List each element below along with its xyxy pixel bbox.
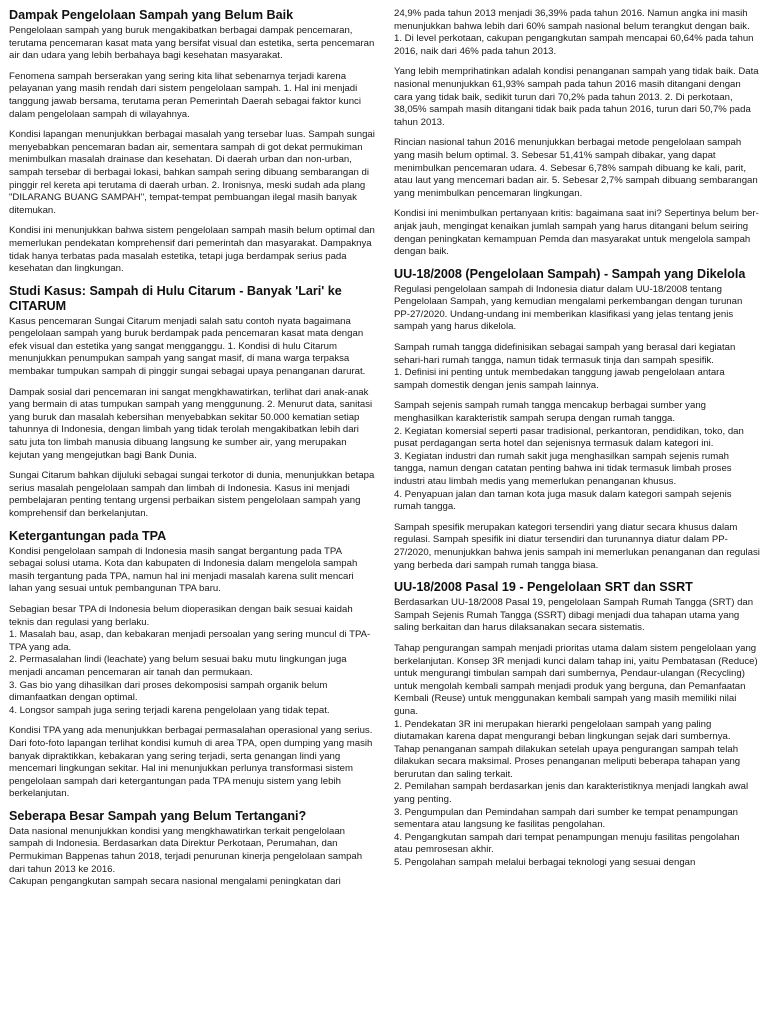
- section-heading-seberapa-besar: Seberapa Besar Sampah yang Belum Tertangani?: [9, 808, 307, 823]
- paragraph: Data nasional menunjukkan kondisi yang mengkhawatirkan terkait pengelolaan sampah di Indonesia. Berdasarkan data Direktur Perkotaan, Perumahan, dan Permukiman Bappenas tahun 2018, terjadi penurunan kinerja pengelolaan sampah dari tahun 2013 ke 2016. Cakupan pengangkutan sampah secara nasional mengalami peningkatan dari: [9, 825, 363, 888]
- paragraph: Regulasi pengelolaan sampah di Indonesia diatur dalam UU-18/2008 tentang Pengelolaan Sampah, yang kemudian mengalami perkembangan dengan turunan PP-27/2020. Undang-undang ini memberikan klasifikasi yang jelas tentang jenis sampah yang harus dikelola.: [394, 283, 743, 333]
- paragraph: Kondisi pengelolaan sampah di Indonesia masih sangat bergantung pada TPA sebagai solusi utama. Kota dan kabupaten di Indonesia dalam mengelola sampah masih tergantung pada TPA, namun hal ini menjadi masalah karena sulit mencari lahan yang sesuai untuk pembangunan TPA baru.: [9, 545, 358, 595]
- paragraph: Kondisi ini menimbulkan pertanyaan kritis: bagaimana saat ini? Sepertinya belum ber-anjak jauh, mengingat kenaikan jumlah sampah yang harus ditangani belum seiring dengan peningkatan kemampuan Pemda dan masyarakat untuk mengelola sampah dengan baik.: [394, 208, 759, 258]
- paragraph: Sampah sejenis sampah rumah tangga mencakup berbagai sumber yang menghasilkan karakteristik sampah serupa dengan rumah tangga. 2. Kegiatan komersial seperti pasar tradisional, perkantoran, pendidikan, toko, dan pusat perdagangan serta hotel dan sejenisnya termasuk dalam kategori ini. 3. Kegiatan industri dan rumah sakit juga menghasilkan sampah sejenis rumah tangga, namun dengan catatan penting bahwa ini tidak termasuk limbah proses industri atau limbah medis yang memerlukan penanganan khusus. 4. Penyapuan jalan dan taman kota juga masuk dalam kategori sampah sejenis rumah tangga.: [394, 400, 744, 513]
- paragraph: Sampah rumah tangga didefinisikan sebagai sampah yang berasal dari kegiatan sehari-hari rumah tangga, namun tidak termasuk tinja dan sampah spesifik. 1. Definisi ini penting untuk membedakan tanggung jawab pengelolaan antara sampah domestik dengan jenis sampah lainnya.: [394, 342, 736, 391]
- paragraph: Kondisi TPA yang ada menunjukkan berbagai permasalahan operasional yang serius. Dari foto-foto lapangan terlihat kondisi kumuh di area TPA, open dumping yang masih banyak dipraktikkan, kebakaran yang sering terjadi, serta genangan lindi yang mencemari lingkungan sekitar. Hal ini menunjukkan perlunya transformasi sistem pengelolaan sampah dari ketergantungan pada TPA menuju sistem yang lebih berkelanjutan.: [9, 725, 373, 800]
- paragraph: 24,9% pada tahun 2013 menjadi 36,39% pada tahun 2016. Namun angka ini masih menunjukkan bahwa lebih dari 60% sampah nasional belum terangkut dengan baik. 1. Di level perkotaan, cakupan pengangkutan sampah mencapai 60,64% pada tahun 2016, naik dari 46% pada tahun 2013.: [394, 8, 754, 57]
- right-column: [394, 8, 760, 1024]
- section-heading-studi-kasus: Studi Kasus: Sampah di Hulu Citarum - Banyak 'Lari' ke CITARUM: [9, 283, 342, 313]
- paragraph: Dampak sosial dari pencemaran ini sangat mengkhawatirkan, terlihat dari anak-anak yang bermain di atas tumpukan sampah yang menggunung. 2. Menurut data, sanitasi yang buruk dan masalah kebersihan menyebabkan sekitar 50.000 kematian setiap tahunnya di Indonesia, dengan limbah yang tidak terolah mengakibatkan lebih dari satu juta ton limbah manusia dibuang langsung ke sumber air, yang merupakan kejutan yang mengejutkan bagi Bank Dunia.: [9, 386, 373, 461]
- paragraph: Tahap pengurangan sampah menjadi prioritas utama dalam sistem pengelolaan yang berkelanjutan. Konsep 3R menjadi kunci dalam tahap ini, yaitu Pembatasan (Reduce) untuk mengurangi timbulan sampah dari sumbernya, Pendaur-ulangan (Recycling) untuk mengolah kembali sampah menjadi produk yang berguna, dan Pemanfaatan Kembali (Reuse) untuk menggunakan kembali sampah yang masih memiliki nilai guna. 1. Pendekatan 3R ini merupakan hierarki pengelolaan sampah yang paling diutamakan karena dapat mengurangi beban lingkungan sejak dari sumbernya. Tahap penanganan sampah dilakukan setelah upaya pengurangan sampah telah dilakukan secara maksimal. Proses penanganan meliputi beberapa tahapan yang berurutan dan saling terkait. 2. Pemilahan sampah berdasarkan jenis dan karakteristiknya menjadi langkah awal yang penting. 3. Pengumpulan dan Pemindahan sampah dari sumber ke tempat penampungan sementara atau langsung ke fasilitas pengolahan. 4. Pengangkutan sampah dari tempat penampungan menuju fasilitas pengolahan atau pemrosesan akhir. 5. Pengolahan sampah melalui berbagai teknologi yang sesuai dengan: [394, 642, 758, 869]
- paragraph: Yang lebih memprihatinkan adalah kondisi penanganan sampah yang tidak baik. Data nasional menunjukkan 61,93% sampah pada tahun 2016 masih ditangani dengan cara yang tidak baik, sedikit turun dari 70,2% pada tahun 2013. 2. Di perkotaan, 38,05% sampah masih ditangani tidak baik pada tahun 2016, turun dari 50,7% pada tahun 2013.: [394, 66, 759, 128]
- paragraph: Sebagian besar TPA di Indonesia belum dioperasikan dengan baik sesuai kaidah teknis dan regulasi yang berlaku. 1. Masalah bau, asap, dan kebakaran menjadi persoalan yang sering muncul di TPA-TPA yang ada. 2. Permasalahan lindi (leachate) yang belum sesuai baku mutu lingkungan juga menjadi ancaman pencemaran air tanah dan permukaan. 3. Gas bio yang dihasilkan dari proses dekomposisi sampah organik belum dimanfaatkan dengan optimal. 4. Longsor sampah juga sering terjadi karena pengelolaan yang tidak tepat.: [9, 603, 371, 716]
- section-heading-dampak: Dampak Pengelolaan Sampah yang Belum Baik: [9, 8, 294, 22]
- paragraph: Rincian nasional tahun 2016 menunjukkan berbagai metode pengelolaan sampah yang masih belum optimal. 3. Sebesar 51,41% sampah dibakar, yang dapat menimbulkan pencemaran udara. 4. Sebesar 6,78% sampah dibuang ke kali, parit, atau laut yang mencemari badan air. 5. Sebesar 2,7% sampah dibuang sembarangan yang menimbulkan pencemaran lingkungan.: [394, 137, 758, 199]
- section-heading-pasal-19: UU-18/2008 Pasal 19 - Pengelolaan SRT dan SSRT: [394, 580, 693, 595]
- paragraph: Pengelolaan sampah yang buruk mengakibatkan berbagai dampak pencemaran, terutama pencemaran kasat mata yang bersifat visual dan estetika, serta pencemaran air dan udara yang lebih berbahaya bagi kesehatan masyarakat.: [9, 25, 375, 62]
- section-heading-tpa: Ketergantungan pada TPA: [9, 528, 167, 543]
- paragraph: Fenomena sampah berserakan yang sering kita lihat sebenarnya terjadi karena pelayanan yang masih rendah dari sistem pengelolaan sampah. 1. Hal ini menjadi tanggung jawab bersama, terutama peran Pemerintah Daerah sebagai faktor kunci dalam pengelolaan sampah di wilayahnya.: [9, 70, 361, 120]
- paragraph: Sungai Citarum bahkan dijuluki sebagai sungai terkotor di dunia, menunjukkan betapa serius masalah pengelolaan sampah dan limbah di Indonesia. Kasus ini menjadi pembelajaran penting tentang urgensi perbaikan sistem pengelolaan sampah yang komprehensif dan berkelanjutan.: [9, 470, 375, 519]
- left-column: [9, 8, 375, 1024]
- paragraph: Kondisi ini menunjukkan bahwa sistem pengelolaan sampah masih belum optimal dan memerlukan pendekatan komprehensif dari pemerintah dan masyarakat. Dampaknya tidak hanya terbatas pada masalah estetika, tetapi juga berdampak serius pada kesehatan dan lingkungan.: [9, 225, 375, 275]
- paragraph: Kondisi lapangan menunjukkan berbagai masalah yang tersebar luas. Sampah sungai menyebabkan pencemaran badan air, sementara sampah di got dekat permukiman menimbulkan masalah drainase dan kesehatan. Di daerah urban dan non-urban, sampah tersebar di berbagai lokasi, bahkan sampah sering dibuang sembarangan di pinggir rel kereta api terutama di daerah urban. 2. Ironisnya, meski sudah ada plang "DILARANG BUANG SAMPAH", tempat-tempat pembuangan ilegal masih banyak ditemukan.: [9, 129, 375, 216]
- paragraph: Kasus pencemaran Sungai Citarum menjadi salah satu contoh nyata bagaimana pengelolaan sampah yang buruk berdampak pada pencemaran kasat mata dengan efek visual dan estetika yang sangat mengganggu. 1. Kondisi di hulu Citarum menunjukkan penumpukan sampah yang sangat masif, di mana warga terpaksa membakar tumpukan sampah di pinggir sungai sebagai upaya penanganan darurat.: [9, 315, 366, 378]
- paragraph: Sampah spesifik merupakan kategori tersendiri yang diatur secara khusus dalam regulasi. Sampah spesifik ini diatur tersendiri dan turunannya diatur dalam PP-27/2020, menunjukkan bahwa jenis sampah ini memerlukan penanganan dan regulasi yang berbeda dari sampah rumah tangga biasa.: [394, 521, 760, 571]
- section-heading-uu-18-2008: UU-18/2008 (Pengelolaan Sampah) - Sampah yang Dikelola: [394, 266, 746, 281]
- paragraph: Berdasarkan UU-18/2008 Pasal 19, pengelolaan Sampah Rumah Tangga (SRT) dan Sampah Sejenis Rumah Tangga (SSRT) dibagi menjadi dua tahapan utama yang saling berkaitan dan harus dilaksanakan secara sistematis.: [394, 597, 754, 634]
